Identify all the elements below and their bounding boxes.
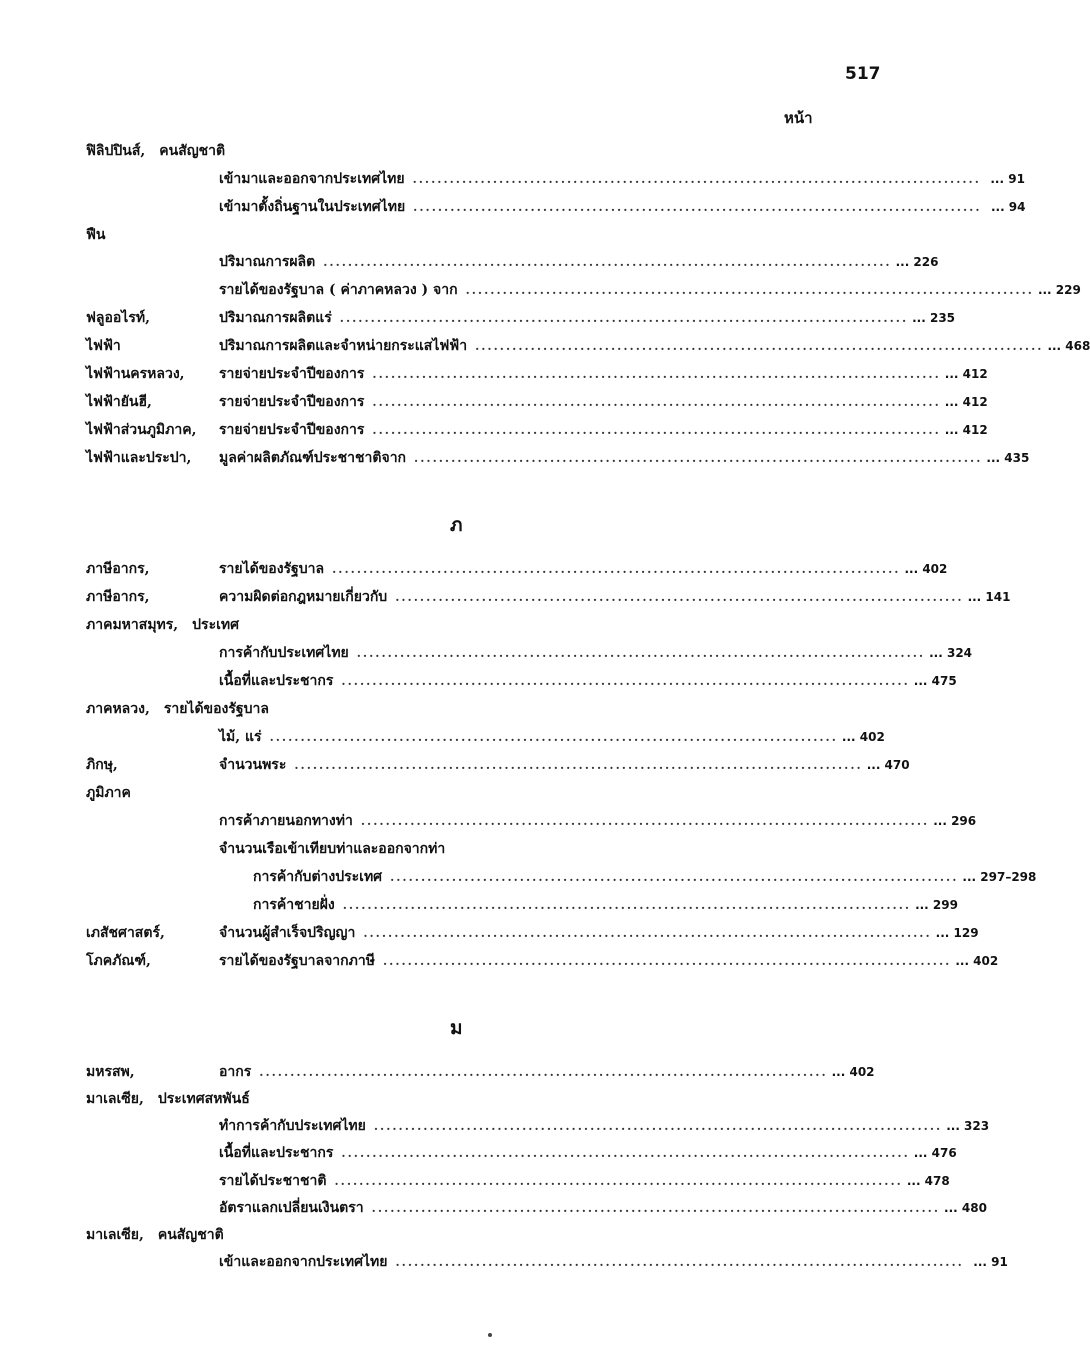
- entry-sub: รายได้ของรัฐบาล ............................................................................................ ... 402: [219, 561, 948, 577]
- index-entry: [0, 1140, 966, 1166]
- page-column-label: หน้า: [784, 109, 813, 127]
- entry-sub: รายได้ของรัฐบาลจากภาษี ............................................................................................ ... 402: [219, 953, 999, 969]
- index-entry: [0, 724, 966, 750]
- index-entry: [0, 584, 1011, 610]
- entry-term: ภูมิภาค: [86, 785, 131, 801]
- entry-sub: การค้าภายนอกทางท่า ............................................................................................ ... 296: [219, 813, 977, 829]
- index-entry: [0, 194, 1026, 220]
- entry-sub: จำนวนเรือเข้าเทียบท่าและออกจากท่า: [219, 841, 446, 857]
- index-entry: [0, 556, 966, 582]
- index-entry: [0, 808, 977, 834]
- entry-sub: มูลค่าผลิตภัณฑ์ประชาชาติจาก ............................................................................................ ... 435: [219, 450, 1030, 466]
- entry-term: เภสัชศาสตร์,: [86, 925, 165, 941]
- entry-term: ภาคหลวง, รายได้ของรัฐบาล: [86, 701, 269, 717]
- entry-term: ไฟฟ้ายันฮี,: [86, 394, 152, 410]
- index-entry: [0, 752, 966, 778]
- entry-sub: เข้ามาและออกจากประเทศไทย ............................................................................................ ... 91: [219, 171, 1025, 187]
- entry-sub: รายจ่ายประจำปีของการ ............................................................................................ ... 412: [219, 422, 988, 438]
- entry-sub: จำนวนผู้สำเร็จปริญญา ............................................................................................ ... 129: [219, 925, 979, 941]
- index-entry: [0, 668, 966, 694]
- index-entry: [0, 389, 988, 415]
- entry-term: ไฟฟ้านครหลวง,: [86, 366, 185, 382]
- entry-sub: เข้าและออกจากประเทศไทย ............................................................................................ ... 91: [219, 1254, 1008, 1270]
- index-entry: [0, 948, 999, 974]
- entry-term: ภาษีอากร,: [86, 589, 150, 605]
- index-entry: [0, 361, 988, 387]
- entry-sub: จำนวนพระ ............................................................................................ ... 470: [219, 757, 910, 773]
- index-entry: [0, 1168, 966, 1194]
- index-entry: [0, 166, 1025, 192]
- index-entry: [0, 1086, 966, 1112]
- entry-sub: ปริมาณการผลิต ............................................................................................ ... 226: [219, 254, 939, 270]
- index-entry: [0, 305, 966, 331]
- entry-sub: เข้ามาตั้งถิ่นฐานในประเทศไทย ............................................................................................ ... 94: [219, 199, 1026, 215]
- entry-term: มหรสพ,: [86, 1064, 135, 1080]
- index-entry: [0, 864, 1037, 890]
- index-entry: [0, 1059, 966, 1085]
- entry-term: ภาษีอากร,: [86, 561, 150, 577]
- entry-term: ไฟฟ้าและประปา,: [86, 450, 192, 466]
- entry-sub: ปริมาณการผลิตและจำหน่ายกระแสไฟฟ้า ............................................................................................ ... 468: [219, 338, 1090, 354]
- entry-sub: ความผิดต่อกฎหมายเกี่ยวกับ ............................................................................................ ... 141: [219, 589, 1011, 605]
- entry-sub: รายได้ของรัฐบาล ( ค่าภาคหลวง ) จาก ............................................................................................ ... 229: [219, 282, 1081, 298]
- entry-term: มาเลเซีย, คนสัญชาติ: [86, 1227, 224, 1243]
- index-entry: [0, 1222, 966, 1248]
- entry-term: ภาคมหาสมุทร, ประเทศ: [86, 617, 239, 633]
- entry-sub: ไม้, แร่ ............................................................................................ ... 402: [219, 729, 885, 745]
- entry-term: ไฟฟ้า: [86, 338, 121, 354]
- index-entry: [0, 696, 966, 722]
- entry-sub: รายจ่ายประจำปีของการ ............................................................................................ ... 412: [219, 394, 988, 410]
- index-entry: [0, 892, 966, 918]
- entry-sub: เนื้อที่และประชากร ............................................................................................ ... 475: [219, 673, 957, 689]
- entry-term: โภคภัณฑ์,: [86, 953, 151, 969]
- entry-term: ไฟฟ้าส่วนภูมิภาค,: [86, 422, 197, 438]
- entry-sub: ปริมาณการผลิตแร่ ............................................................................................ ... 235: [219, 310, 956, 326]
- index-entry: [0, 640, 973, 666]
- index-entry: [0, 612, 966, 638]
- entry-term: ฟืน: [86, 227, 106, 243]
- index-entry: [0, 780, 966, 806]
- index-entry: [0, 249, 966, 275]
- section-letter: ภ: [450, 514, 463, 536]
- index-entry: [0, 1113, 990, 1139]
- entry-term: ฟิลิปปินส์, คนสัญชาติ: [86, 143, 226, 159]
- index-entry: [0, 277, 1081, 303]
- index-entry: [0, 333, 1090, 359]
- entry-sub: การค้าชายฝั่ง ............................................................................................ ... 299: [253, 897, 958, 913]
- section-letter: ม: [450, 1017, 463, 1039]
- entry-sub: เนื้อที่และประชากร ............................................................................................ ... 476: [219, 1145, 957, 1161]
- entry-sub: ทำการค้ากับประเทศไทย ............................................................................................ ... 323: [219, 1118, 990, 1134]
- page-number: 517: [845, 64, 881, 84]
- entry-sub: การค้ากับต่างประเทศ ............................................................................................ ... 297–298: [253, 869, 1037, 885]
- index-entry: [0, 1195, 987, 1221]
- entry-sub: อากร ............................................................................................ ... 402: [219, 1064, 875, 1080]
- index-entry: [0, 1249, 1008, 1275]
- entry-sub: รายได้ประชาชาติ ............................................................................................ ... 478: [219, 1173, 950, 1189]
- entry-term: มาเลเซีย, ประเทศสหพันธ์: [86, 1091, 250, 1107]
- index-entry: [0, 445, 1030, 471]
- entry-term: ภิกษุ,: [86, 757, 118, 773]
- page-mark: [488, 1333, 492, 1337]
- entry-sub: อัตราแลกเปลี่ยนเงินตรา ............................................................................................ ... 480: [219, 1200, 987, 1216]
- index-entry: [0, 222, 966, 248]
- entry-term: ฟลูออไรท์,: [86, 310, 150, 326]
- entry-sub: รายจ่ายประจำปีของการ ............................................................................................ ... 412: [219, 366, 988, 382]
- index-entry: [0, 138, 966, 164]
- index-entry: [0, 836, 966, 862]
- index-entry: [0, 417, 988, 443]
- index-entry: [0, 920, 979, 946]
- entry-sub: การค้ากับประเทศไทย ............................................................................................ ... 324: [219, 645, 973, 661]
